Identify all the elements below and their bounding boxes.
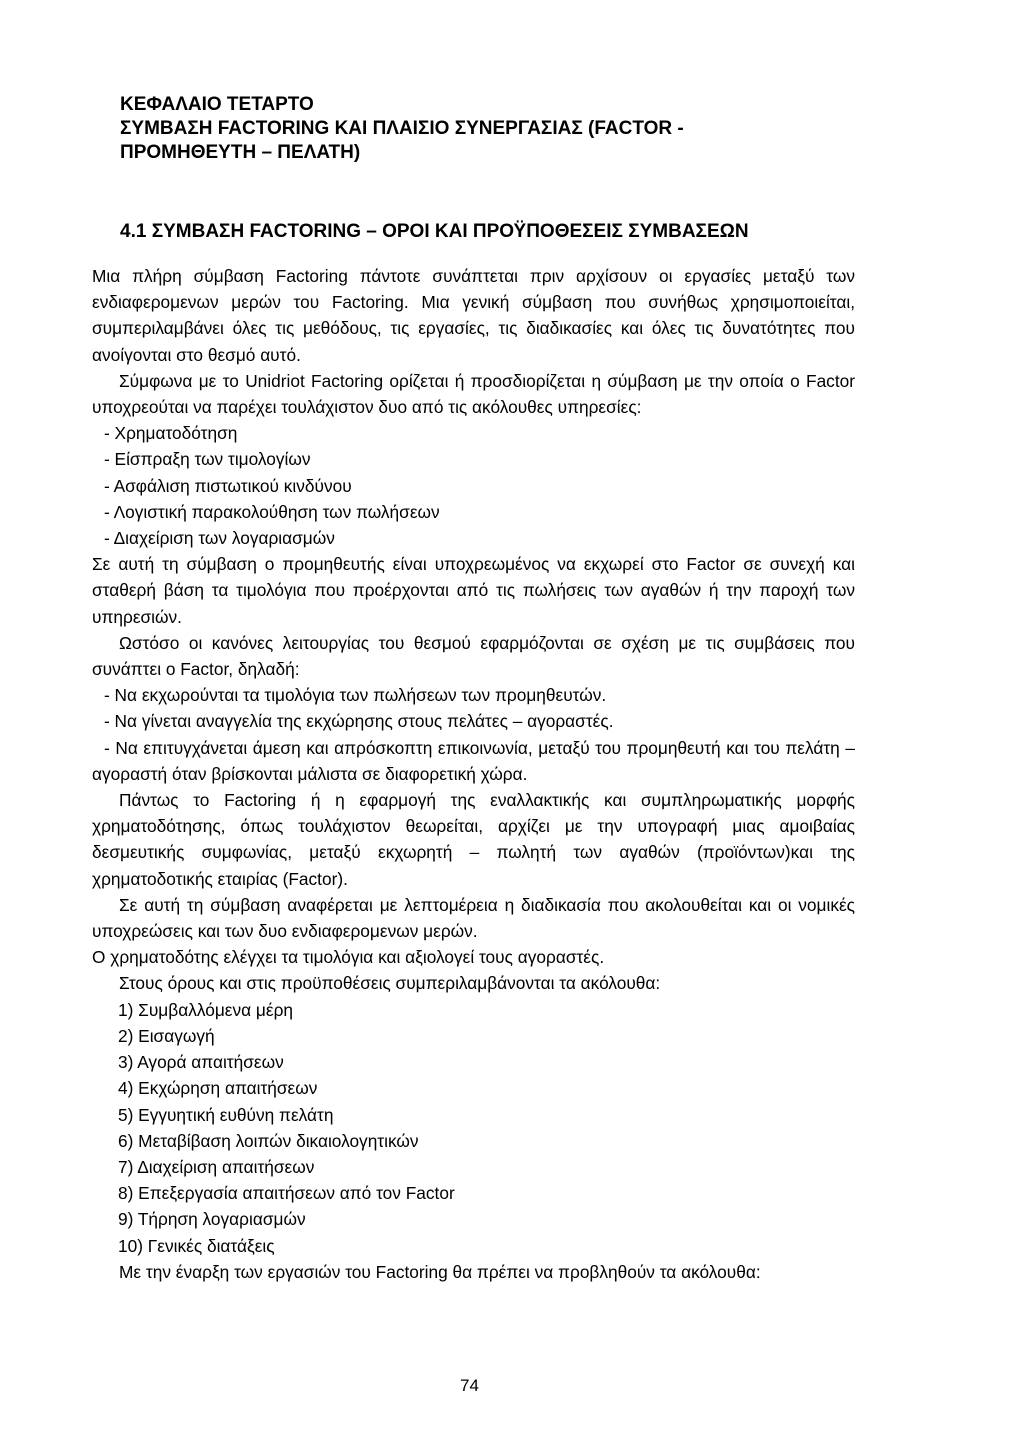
list-item: - Διαχείριση των λογαριασμών <box>104 528 335 549</box>
list-item: 4) Εκχώρηση απαιτήσεων <box>118 1078 318 1099</box>
chapter-title-line-2: ΠΡΟΜΗΘΕΥΤΗ – ΠΕΛΑΤΗ) <box>120 142 361 163</box>
chapter-heading <box>120 93 820 165</box>
list-item: 3) Αγορά απαιτήσεων <box>118 1052 284 1073</box>
paragraph: Σύμφωνα με το Unidriot Factoring ορίζεται ή προσδιορίζεται η σύμβαση με την οποία ο Factor υποχρεούται να παρέχει τουλάχιστον δυο από τις ακόλουθες υπηρεσίες: <box>92 370 855 418</box>
list-item: - Ασφάλιση πιστωτικού κινδύνου <box>104 475 352 496</box>
rules-list <box>92 682 855 734</box>
list-item: 8) Επεξεργασία απαιτήσεων από τον Factor <box>118 1183 455 1204</box>
list-item: - Είσπραξη των τιμολογίων <box>104 449 311 470</box>
paragraph: Ωστόσο οι κανόνες λειτουργίας του θεσμού εφαρμόζονται σε σχέση με τις συμβάσεις που συνάπτει ο Factor, δηλαδή: <box>92 632 855 680</box>
paragraph: Με την έναρξη των εργασιών του Factoring θα πρέπει να προβληθούν τα ακόλουθα: <box>119 1261 761 1282</box>
list-item: - Χρηματοδότηση <box>104 423 238 444</box>
list-item: - Να επιτυγχάνεται άμεση και απρόσκοπτη επικοινωνία, μεταξύ του προμηθευτή και του πελάτη – αγοραστή όταν βρίσκονται μάλιστα σε διαφορετική χώρα. <box>92 737 855 784</box>
list-item: - Να γίνεται αναγγελία της εκχώρησης στους πελάτες – αγοραστές. <box>104 711 614 732</box>
body-text <box>92 263 855 1285</box>
list-item: - Να εκχωρούνται τα τιμολόγια των πωλήσεων των προμηθευτών. <box>104 685 607 706</box>
services-list <box>92 420 855 551</box>
list-item: 5) Εγγυητική ευθύνη πελάτη <box>118 1104 334 1125</box>
list-item: 10) Γενικές διατάξεις <box>118 1235 275 1256</box>
paragraph: Σε αυτή τη σύμβαση ο προμηθευτής είναι υποχρεωμένος να εκχωρεί στο Factor σε συνεχή και σταθερή βάση τα τιμολόγια που προέρχονται από τις πωλήσεις των αγαθών ή την παροχή των υπηρεσιών. <box>92 554 855 627</box>
paragraph: Πάντως το Factoring ή η εφαρμογή της εναλλακτικής και συμπληρωματικής μορφής χρηματοδότησης, όπως τουλάχιστον θεωρείται, αρχίζει με την υπογραφή μιας αμοιβαίας δεσμευτικής συμφωνίας, μεταξύ εκχωρητή – πωλητή των αγαθών (προϊόντων)και της χρηματοδοτικής εταιρίας (Factor). <box>92 790 855 889</box>
list-item: 1) Συμβαλλόμενα μέρη <box>118 999 294 1020</box>
paragraph: Σε αυτή τη σύμβαση αναφέρεται με λεπτομέρεια η διαδικασία που ακολουθείται και οι νομικές υποχρεώσεις και των δυο ενδιαφερομενων μερών. <box>92 894 855 942</box>
paragraph: Ο χρηματοδότης ελέγχει τα τιμολόγια και αξιολογεί τους αγοραστές. <box>92 947 605 968</box>
terms-list <box>92 997 855 1259</box>
chapter-title-line-1: ΣΥΜΒΑΣΗ FACTORING ΚΑΙ ΠΛΑΙΣΙΟ ΣΥΝΕΡΓΑΣΙΑΣ (FACTOR - <box>120 118 684 139</box>
page-number: 74 <box>460 1376 479 1395</box>
list-item: 2) Εισαγωγή <box>118 1025 215 1046</box>
chapter-number: ΚΕΦΑΛΑΙΟ ΤΕΤΑΡΤΟ <box>120 94 314 115</box>
list-item: - Λογιστική παρακολούθηση των πωλήσεων <box>104 501 440 522</box>
paragraph: Μια πλήρη σύμβαση Factoring πάντοτε συνάπτεται πριν αρχίσουν οι εργασίες μεταξύ των ενδιαφερομενων μερών του Factoring. Μια γενική σύμβαση που συνήθως χρησιμοποιείται, συμπεριλαμβάνει όλες τις μεθόδους, τις εργασίες, τις διαδικασίες και όλες τις δυνατότητες που ανοίγονται στο θεσμό αυτό. <box>92 266 855 365</box>
paragraph: Στους όρους και στις προϋποθέσεις συμπεριλαμβάνονται τα ακόλουθα: <box>119 973 661 994</box>
list-item: 6) Μεταβίβαση λοιπών δικαιολογητικών <box>118 1130 419 1151</box>
list-item: 7) Διαχείριση απαιτήσεων <box>118 1156 315 1177</box>
section-heading: 4.1 ΣΥΜΒΑΣΗ FACTORING – ΟΡΟΙ ΚΑΙ ΠΡΟΫΠΟΘΕΣΕΙΣ ΣΥΜΒΑΣΕΩΝ <box>120 221 749 242</box>
list-item: 9) Τήρηση λογαριασμών <box>118 1209 306 1230</box>
